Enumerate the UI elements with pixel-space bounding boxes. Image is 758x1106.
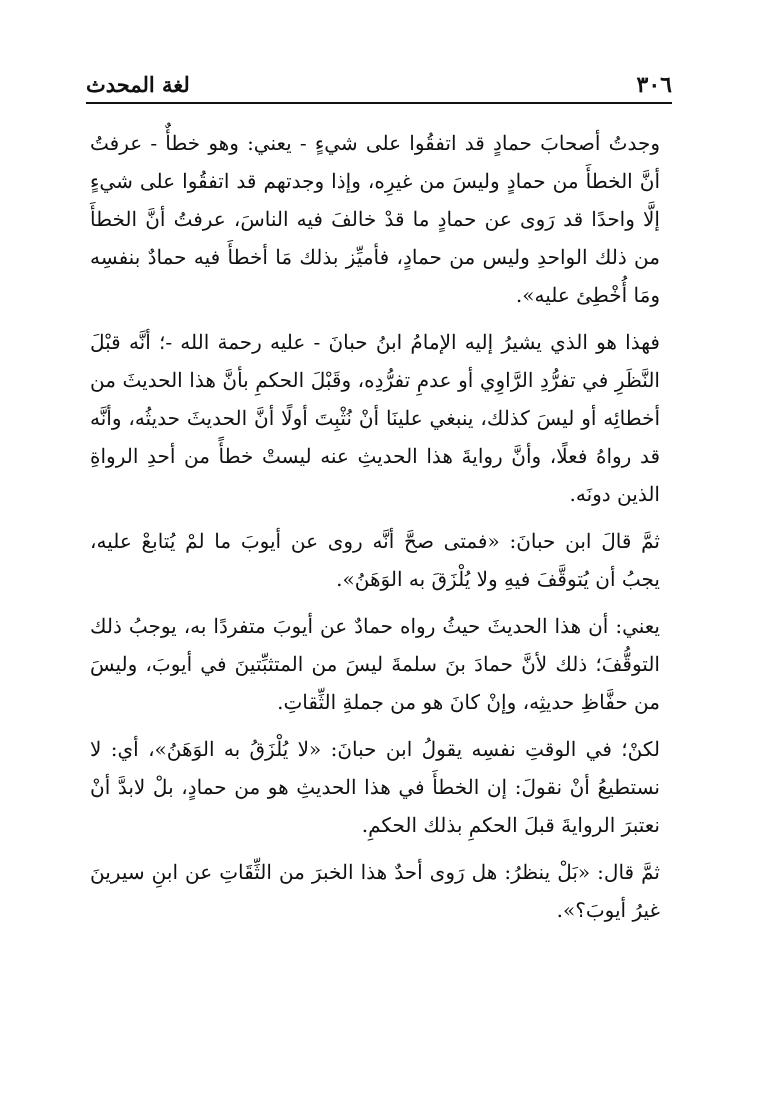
page-header <box>86 58 672 98</box>
page-body <box>90 124 660 938</box>
paragraph-5: لكنْ؛ في الوقتِ نفسِه يقولُ ابن حبانَ: «لا يُلْزَقُ به الوَهَنُ»، أي: لا نستطيعُ أنْ نقولَ: إن الخطأَ في هذا الحديثِ هو من حمادٍ، بلْ لابدَّ أنْ نعتبرَ الروايةَ قبلَ الحكمِ بذلك الحكمِ. <box>90 737 660 837</box>
paragraph-4: يعني: أن هذا الحديثَ حيثُ رواه حمادٌ عن أيوبَ متفردًا به، يوجبُ ذلك التوقُّفَ؛ ذلك لأنَّ حمادَ بنَ سلمةَ ليسَ من المتثبِّتينَ في أيوبَ، وليسَ من حفَّاظِ حديثِه، وإنْ كانَ هو من جملةِ الثِّقاتِ. <box>90 614 660 714</box>
paragraph-1: وجدتُ أصحابَ حمادٍ قد اتفقُوا على شيءٍ - يعني: وهو خطأٌ - عرفتُ أنَّ الخطأَ من حمادٍ وليسَ من غيرِه، وإذا وجدتهم قد اتفقُوا على شيءٍ إلَّا واحدًا قد رَوى عن حمادٍ ما قدْ خالفَ فيه الناسَ، عرفتُ أنَّ الخطأَ من ذلك الواحدِ وليس من حمادٍ، فأميِّز بذلك مَا أخطأَ فيه حمادٌ بنفسِه ومَا أُخْطِئ عليه». <box>90 131 660 307</box>
page-number: ٣٠٦ <box>636 72 672 98</box>
paragraph-6: ثمَّ قال: «بَلْ ينظرُ: هل رَوى أحدٌ هذا الخبرَ من الثِّقَاتِ عن ابنِ سيرينَ غيرُ أيوبَ؟». <box>90 860 660 922</box>
running-title: لغة المحدث <box>86 72 190 97</box>
paragraph-3: ثمَّ قالَ ابن حبانَ: «فمتى صحَّ أنَّه روى عن أيوبَ ما لمْ يُتابعْ عليه، يجبُ أن يُتوقَّفَ فيهِ ولا يُلْزَقَ به الوَهَنُ». <box>90 529 660 591</box>
header-divider <box>86 102 672 104</box>
paragraph-2: فهذا هو الذي يشيرُ إليه الإمامُ ابنُ حبانَ - عليه رحمة الله -؛ أنَّه قبْلَ النَّظَرِ في تفرُّدِ الرَّاوِي أو عدمِ تفرُّدِه، وقَبْلَ الحكمِ بأنَّ هذا الحديثَ من أخطائِه أو ليسَ كذلك، ينبغي علينَا أنْ نُثْبِتَ أولًا أنَّ الحديثَ حديثُه، وأنَّه قد رواهُ فعلًا، وأنَّ روايةَ هذا الحديثِ عنه ليستْ خطأً من أحدِ الرواةِ الذين دونَه. <box>90 330 660 506</box>
